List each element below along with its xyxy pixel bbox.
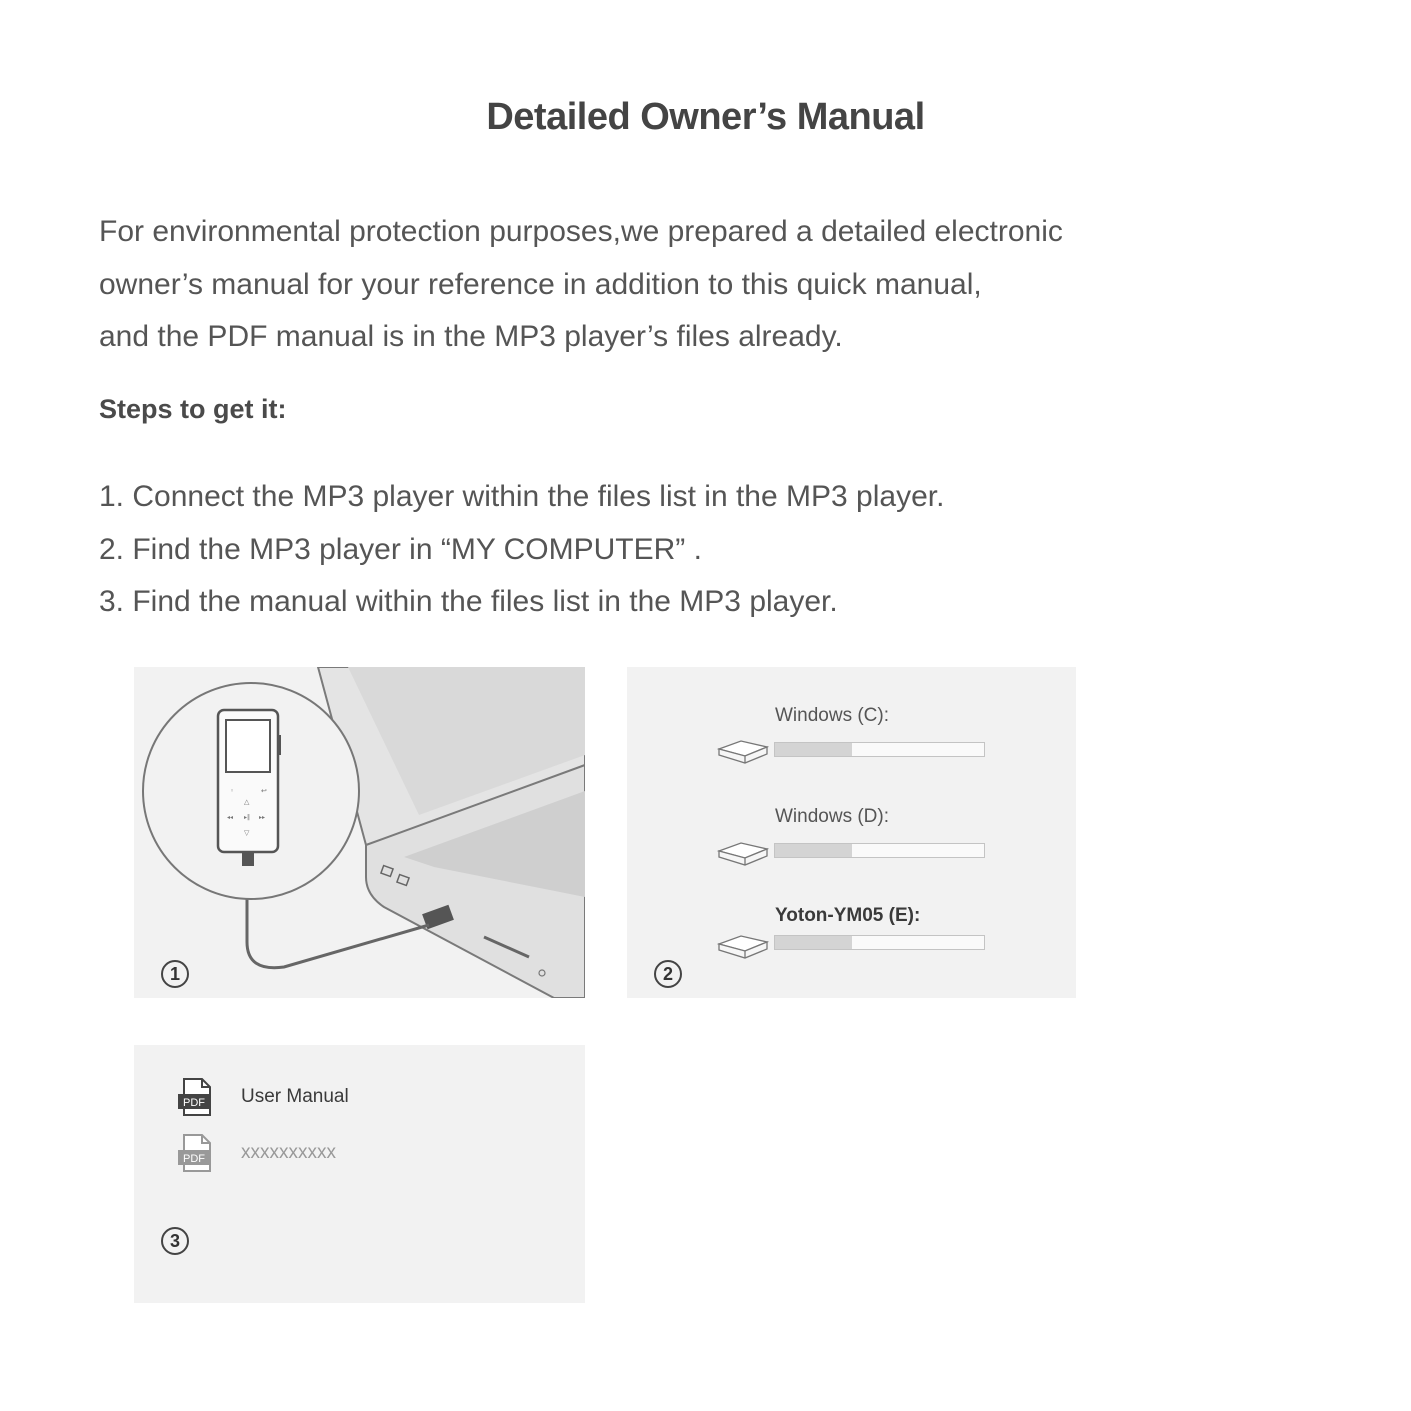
step-number-badge: 2 <box>654 960 682 988</box>
svg-text:◂◂: ◂◂ <box>227 814 234 821</box>
intro-line: For environmental protection purposes,we prepared a detailed electronic <box>99 215 1063 248</box>
svg-text:▸▸: ▸▸ <box>259 814 266 821</box>
svg-text:↩: ↩ <box>261 787 267 795</box>
svg-text:▸‖: ▸‖ <box>244 814 251 821</box>
file-name: User Manual <box>241 1086 349 1107</box>
steps-list <box>99 471 944 629</box>
laptop-connection-illustration <box>134 667 585 998</box>
drive-label: Windows (C): <box>775 705 890 726</box>
drive-label: Windows (D): <box>775 806 890 827</box>
drive-usage-bar <box>774 843 985 858</box>
connect-illustration-panel <box>134 667 585 998</box>
pdf-file-icon <box>176 1133 214 1173</box>
drive-usage-fill <box>775 936 852 949</box>
intro-paragraph <box>99 206 1063 364</box>
my-computer-drives-panel <box>627 667 1076 998</box>
intro-line: owner’s manual for your reference in addition to this quick manual, <box>99 267 982 301</box>
svg-text:◦: ◦ <box>230 787 235 795</box>
step-number-badge: 1 <box>161 960 189 988</box>
drive-usage-bar <box>774 935 985 950</box>
hard-drive-icon <box>717 932 769 960</box>
step-item: 2. Find the MP3 player in “MY COMPUTER” . <box>99 532 702 566</box>
drive-usage-bar <box>774 742 985 757</box>
drive-usage-fill <box>775 743 852 756</box>
pdf-icon-text: PDF <box>183 1097 205 1109</box>
pdf-file-icon <box>176 1077 214 1117</box>
drive-usage-fill <box>775 844 852 857</box>
steps-heading: Steps to get it: <box>99 394 287 424</box>
step-number-badge: 3 <box>161 1227 189 1255</box>
pdf-icon-text: PDF <box>183 1153 205 1165</box>
svg-text:▽: ▽ <box>244 829 250 837</box>
file-list-panel <box>134 1045 585 1303</box>
intro-line: and the PDF manual is in the MP3 player’s files already. <box>99 320 843 353</box>
hard-drive-icon <box>717 737 769 765</box>
step-item: 3. Find the manual within the files list in the MP3 player. <box>99 585 838 618</box>
hard-drive-icon <box>717 839 769 867</box>
drive-label: Yoton-YM05 (E): <box>775 905 921 926</box>
step-item: 1. Connect the MP3 player within the files list in the MP3 player. <box>99 480 945 513</box>
svg-text:△: △ <box>244 798 250 806</box>
file-name: xxxxxxxxxx <box>241 1142 336 1163</box>
page-title: Detailed Owner’s Manual <box>486 96 925 138</box>
